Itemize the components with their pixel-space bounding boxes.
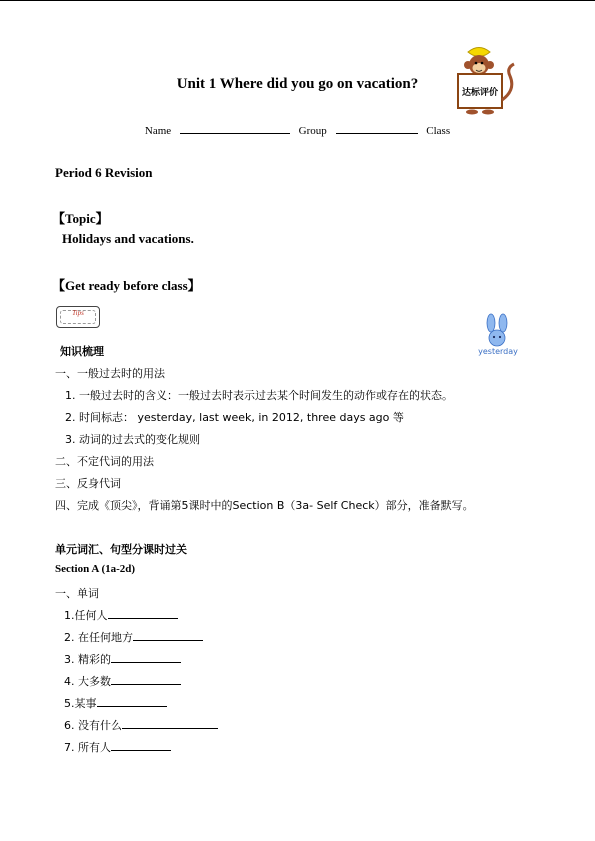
- word-item: 4. 大多数: [64, 673, 181, 689]
- student-info-line: [0, 123, 595, 137]
- words-subheading: 一、单词: [55, 587, 99, 600]
- knowledge-heading: 知识梳理: [60, 345, 104, 358]
- answer-blank[interactable]: [97, 696, 167, 707]
- knowledge-item: 二、不定代词的用法: [55, 455, 154, 468]
- group-label: Group: [298, 125, 327, 137]
- top-rule: [0, 0, 595, 1]
- knowledge-item: 三、反身代词: [55, 477, 121, 490]
- answer-blank[interactable]: [111, 674, 181, 685]
- name-label: Name: [144, 125, 172, 137]
- tips-label: Tips: [72, 309, 84, 317]
- answer-blank[interactable]: [108, 608, 178, 619]
- yesterday-label: yesterday: [478, 347, 518, 356]
- word-item: 3. 精彩的: [64, 651, 181, 667]
- word-item: 1.任何人: [64, 607, 178, 623]
- answer-blank[interactable]: [133, 630, 203, 641]
- rabbit-icon: [474, 313, 522, 357]
- group-field[interactable]: [336, 123, 418, 134]
- answer-blank[interactable]: [111, 652, 181, 663]
- knowledge-item: 1. 一般过去时的含义：一般过去时表示过去某个时间发生的动作或存在的状态。: [65, 389, 453, 402]
- vocab-heading: 单元词汇、句型分课时过关: [55, 543, 187, 556]
- word-item: 5.某事: [64, 695, 167, 711]
- topic-heading: 【Topic】: [52, 211, 109, 226]
- knowledge-item: 3. 动词的过去式的变化规则: [65, 433, 200, 446]
- knowledge-item: 一、一般过去时的用法: [55, 367, 165, 380]
- word-item: 2. 在任何地方: [64, 629, 203, 645]
- page-title: Unit 1 Where did you go on vacation?: [176, 76, 419, 92]
- word-item: 6. 没有什么: [64, 717, 218, 733]
- topic-text: Holidays and vacations.: [62, 231, 194, 246]
- knowledge-item: 四、完成《顶尖》，背诵第5课时中的Section B（3a- Self Check）部分，准备默写。: [55, 499, 474, 512]
- name-field[interactable]: [180, 123, 290, 134]
- period-heading: Period 6 Revision: [55, 165, 153, 180]
- knowledge-item: 2. 时间标志： yesterday, last week, in 2012, three days ago 等: [65, 411, 404, 424]
- word-item: 7. 所有人: [64, 739, 171, 755]
- class-label: Class: [426, 125, 451, 137]
- answer-blank[interactable]: [111, 740, 171, 751]
- section-heading: Section A (1a-2d): [55, 563, 136, 575]
- answer-blank[interactable]: [122, 718, 218, 729]
- badge-text: 达标评价: [461, 88, 499, 98]
- ready-heading: 【Get ready before class】: [52, 278, 201, 293]
- tips-badge: [56, 306, 100, 328]
